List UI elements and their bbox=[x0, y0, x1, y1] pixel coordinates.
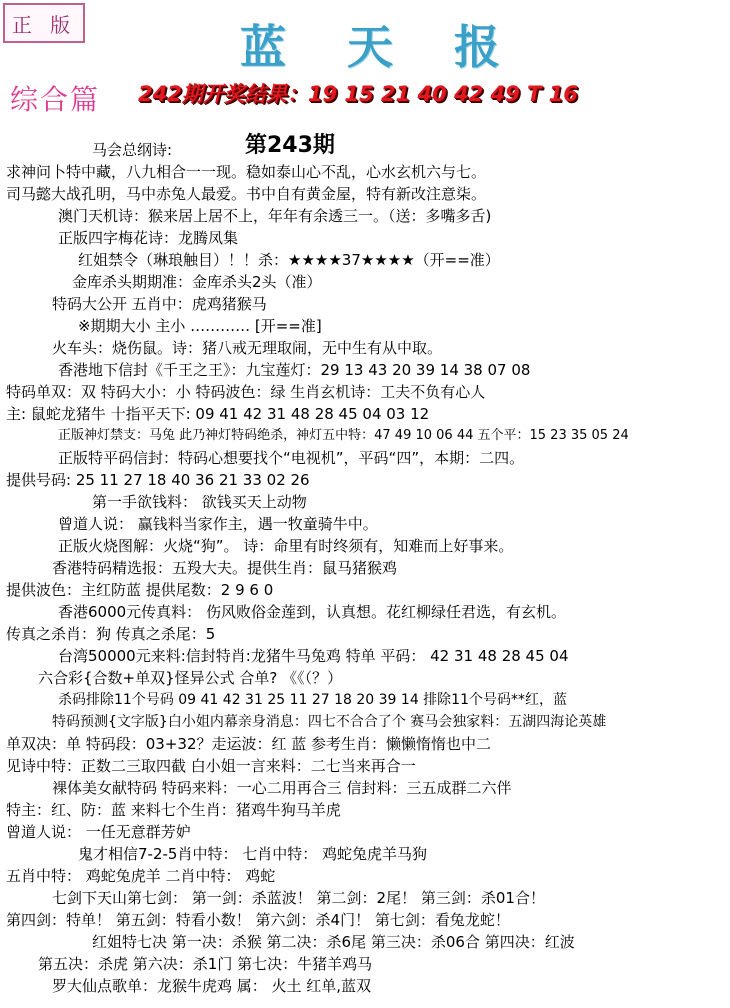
text-line: 裸体美女献特码 特码来料：一心二用再合三 信封料：三五成群二六伴 bbox=[52, 779, 512, 797]
text-line: 第四剑：特单！ 第五剑：特看小数！ 第六剑：杀4门！ 第七剑：看兔龙蛇！ bbox=[6, 911, 510, 929]
text-line: 杀码排除11个号码 09 41 42 31 25 11 27 18 20 39 14 排除11个号码**红，蓝 bbox=[58, 692, 567, 708]
text-line: ※期期大小 主小 ………… [开==准] bbox=[78, 317, 322, 335]
text-line: 台湾50000元来料:信封特肖:龙猪牛马兔鸡 特单 平码： 42 31 48 28 45 04 bbox=[58, 647, 569, 665]
text-line: 红姐特七决 第一决：杀猴 第二决：杀6尾 第三决：杀06合 第四决：红波 bbox=[92, 933, 575, 951]
text-line: 求神问卜特中藏，八九相合一一现。稳如泰山心不乱，心水玄机六与七。 bbox=[6, 163, 487, 181]
text-line: 澳门天机诗：猴来居上居不上，年年有余透三一。（送：多嘴多舌) bbox=[58, 207, 492, 225]
text-line: 特码大公开 五肖中：虎鸡猪猴马 bbox=[52, 295, 267, 313]
text-line: 香港特码精选报：五羖大夫。提供生肖：鼠马猪猴鸡 bbox=[52, 559, 398, 577]
masthead-title bbox=[240, 14, 500, 74]
text-line: 特码单双：双 特码大小：小 特码波色：绿 生肖玄机诗：工夫不负有心人 bbox=[6, 383, 486, 401]
text-line: 单双决：单 特码段：03+32？走运波：红 蓝 参考生肖：懒懒惰惰也中二 bbox=[6, 735, 492, 753]
text-line: 正版特平码信封：特码心想要找个“电视机”，平码“四”，本期：二四。 bbox=[58, 449, 525, 467]
text-line: 七剑下天山第七剑： 第一剑：杀蓝波！ 第二剑：2尾！ 第三剑：杀01合！ bbox=[52, 889, 545, 907]
text-line: 红姐禁令（琳琅触目）！！杀：★★★★37★★★★（开==准） bbox=[78, 251, 500, 269]
issue-number: 第243期 bbox=[245, 133, 335, 158]
text-line: 马会总纲诗: bbox=[92, 141, 173, 159]
masthead-char: 蓝 bbox=[240, 20, 286, 74]
masthead-char: 天 bbox=[347, 20, 393, 74]
text-line: 香港6000元传真料： 伤风败俗金莲到，认真想。花红柳绿任君选，有玄机。 bbox=[58, 603, 566, 621]
text-line: 特主：红、防：蓝 来料七个生肖：猪鸡牛狗马羊虎 bbox=[6, 801, 341, 819]
text-line: 传真之杀肖：狗 传真之杀尾：5 bbox=[6, 625, 216, 643]
text-line: 见诗中特：正数二三取四截 白小姐一言来料：二七当来再合一 bbox=[6, 757, 416, 775]
text-line: 金库杀头期期准：金库杀头2头（准） bbox=[72, 273, 322, 291]
text-line: 五肖中特： 鸡蛇兔虎羊 二肖中特： 鸡蛇 bbox=[6, 867, 276, 885]
text-line: 香港地下信封《千王之王》：九宝莲灯：29 13 43 20 39 14 38 07 08 bbox=[58, 361, 531, 379]
text-line: 第一手欲钱料： 欲钱买天上动物 bbox=[92, 493, 307, 511]
section-title: 综合篇 bbox=[10, 83, 101, 116]
text-line: 主: 鼠蛇龙猪牛 十指平天下: 09 41 42 31 48 28 45 04 03 12 bbox=[6, 405, 430, 423]
text-line: 曾道人说： 赢钱料当家作主，遇一牧童骑牛中。 bbox=[58, 515, 378, 533]
authentic-stamp: 正 版 bbox=[3, 3, 85, 43]
text-line: 罗大仙点歌单：龙猴牛虎鸡 属： 火土 红单,蓝双 bbox=[52, 977, 372, 995]
text-line: 正版神灯禁支：马兔 此乃神灯特码绝杀，神灯五中特：47 49 10 06 44 五个平：15 23 35 05 24 bbox=[58, 428, 629, 443]
draw-result-banner: 242期开奖结果：19 15 21 40 42 49 T 16 bbox=[138, 82, 578, 106]
text-line: 正版火烧图解：火烧“狗”。 诗：命里有时终须有，知难而上好事来。 bbox=[58, 537, 514, 555]
text-line: 正版四字梅花诗：龙腾凤集 bbox=[58, 229, 239, 247]
text-line: 第五决：杀虎 第六决：杀1门 第七决：牛猪羊鸡马 bbox=[38, 955, 373, 973]
text-line: 特码预测{文字版}白小姐内幕亲身消息：四七不合合了个 赛马会独家料：五湖四海论英雄 bbox=[52, 714, 607, 730]
text-line: 提供号码: 25 11 27 18 40 36 21 33 02 26 bbox=[6, 471, 310, 489]
text-line: 提供波色：主红防蓝 提供尾数：2 9 6 0 bbox=[6, 581, 274, 599]
text-line: 曾道人说： 一任无意群芳妒 bbox=[6, 823, 191, 841]
text-line: 火车头：烧伤鼠。诗：猪八戒无理取闹，无中生有从中取。 bbox=[52, 339, 443, 357]
text-line: 六合彩{合数+单双}怪异公式 合单? 《《（？） bbox=[38, 669, 343, 687]
text-line: 司马懿大战孔明，马中赤兔人最爱。书中自有黄金屋，特有新改注意柒。 bbox=[6, 185, 487, 203]
text-line: 鬼才相信7-2-5肖中特： 七肖中特： 鸡蛇兔虎羊马狗 bbox=[78, 845, 427, 863]
masthead-char: 报 bbox=[454, 20, 500, 74]
